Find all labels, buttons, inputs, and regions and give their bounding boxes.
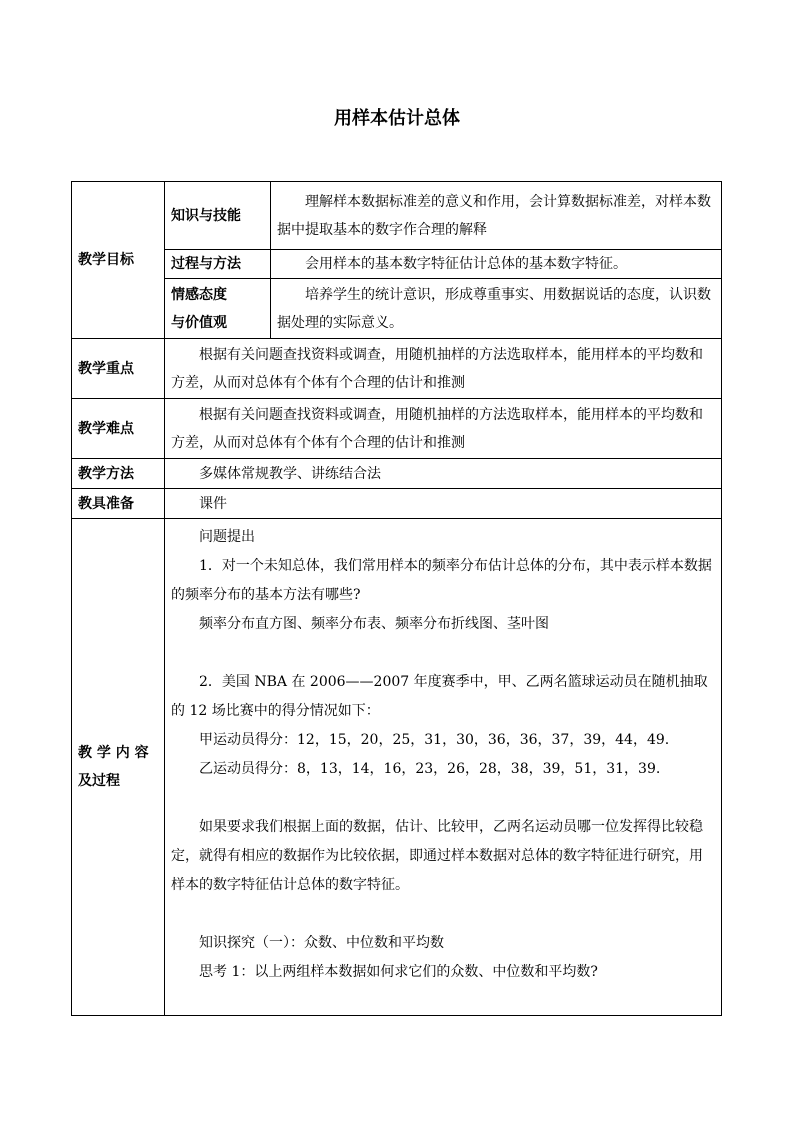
method-row	[72, 459, 722, 489]
content-label-line2: 及过程	[78, 773, 120, 789]
content-body	[165, 519, 722, 1016]
key-points-label: 教学重点	[72, 339, 165, 399]
goal-process-text: 会用样本的基本数字特征估计总体的基本数字特征。	[271, 250, 722, 279]
page-title: 用样本估计总体	[334, 108, 460, 129]
goal-attitude-label	[165, 279, 271, 339]
content-p3: 频率分布直方图、频率分布表、频率分布折线图、茎叶图	[199, 616, 549, 632]
content-p7: 如果要求我们根据上面的数据，估计、比较甲，乙两名运动员哪一位发挥得比较稳定，就得有相应的数据作为比较依据，即通过样本数据对总体的数字特征进行研究，用样本的数字特征估计总体的数字特征。	[171, 819, 703, 893]
goals-label: 教学目标	[72, 182, 165, 339]
content-spacer	[171, 900, 715, 929]
goals-row-process	[72, 250, 722, 279]
goal-attitude-label-line2: 与价值观	[171, 314, 227, 331]
goal-attitude-label-line1: 情感态度	[171, 286, 227, 303]
difficulties-row	[72, 399, 722, 459]
tools-row	[72, 489, 722, 519]
goal-process-label: 过程与方法	[165, 250, 271, 279]
content-p4: 2．美国 NBA 在 2006——2007 年度赛季中，甲、乙两名篮球运动员在随机抽取的 12 场比赛中的得分情况如下：	[171, 674, 708, 719]
goal-knowledge-label: 知识与技能	[165, 182, 271, 250]
content-label	[72, 519, 165, 1016]
content-p8: 知识探究（一）：众数、中位数和平均数	[199, 935, 444, 951]
goal-attitude-text: 培养学生的统计意识，形成尊重事实、用数据说话的态度，认识数据处理的实际意义。	[271, 279, 722, 339]
method-text: 多媒体常规教学、讲练结合法	[165, 459, 722, 489]
content-spacer	[171, 639, 715, 668]
lesson-plan-table	[71, 181, 722, 1016]
method-label: 教学方法	[72, 459, 165, 489]
content-p6: 乙运动员得分：8，13，14，16，23，26，28，38，39，51，31，39.	[199, 761, 661, 777]
content-row	[72, 519, 722, 1016]
content-p5: 甲运动员得分：12，15，20，25，31，30，36，36，37，39，44，49.	[199, 732, 670, 748]
tools-text: 课件	[165, 489, 722, 519]
key-points-text: 根据有关问题查找资料或调查，用随机抽样的方法选取样本，能用样本的平均数和方差，从而对总体有个体有个合理的估计和推测	[165, 339, 722, 399]
content-p9: 思考 1：以上两组样本数据如何求它们的众数、中位数和平均数?	[199, 964, 598, 980]
content-label-line1: 教 学 内 容	[78, 745, 149, 761]
difficulties-text: 根据有关问题查找资料或调查，用随机抽样的方法选取样本，能用样本的平均数和方差，从而对总体有个体有个合理的估计和推测	[165, 399, 722, 459]
content-p2: 1．对一个未知总体，我们常用样本的频率分布估计总体的分布，其中表示样本数据的频率分布的基本方法有哪些?	[171, 558, 712, 603]
difficulties-label: 教学难点	[72, 399, 165, 459]
content-p1: 问题提出	[199, 529, 255, 545]
goals-row-knowledge	[72, 182, 722, 250]
key-points-row	[72, 339, 722, 399]
goals-row-attitude	[72, 279, 722, 339]
content-spacer	[171, 784, 715, 813]
tools-label: 教具准备	[72, 489, 165, 519]
goal-knowledge-text: 理解样本数据标准差的意义和作用，会计算数据标准差，对样本数据中提取基本的数字作合理的解释	[271, 182, 722, 250]
